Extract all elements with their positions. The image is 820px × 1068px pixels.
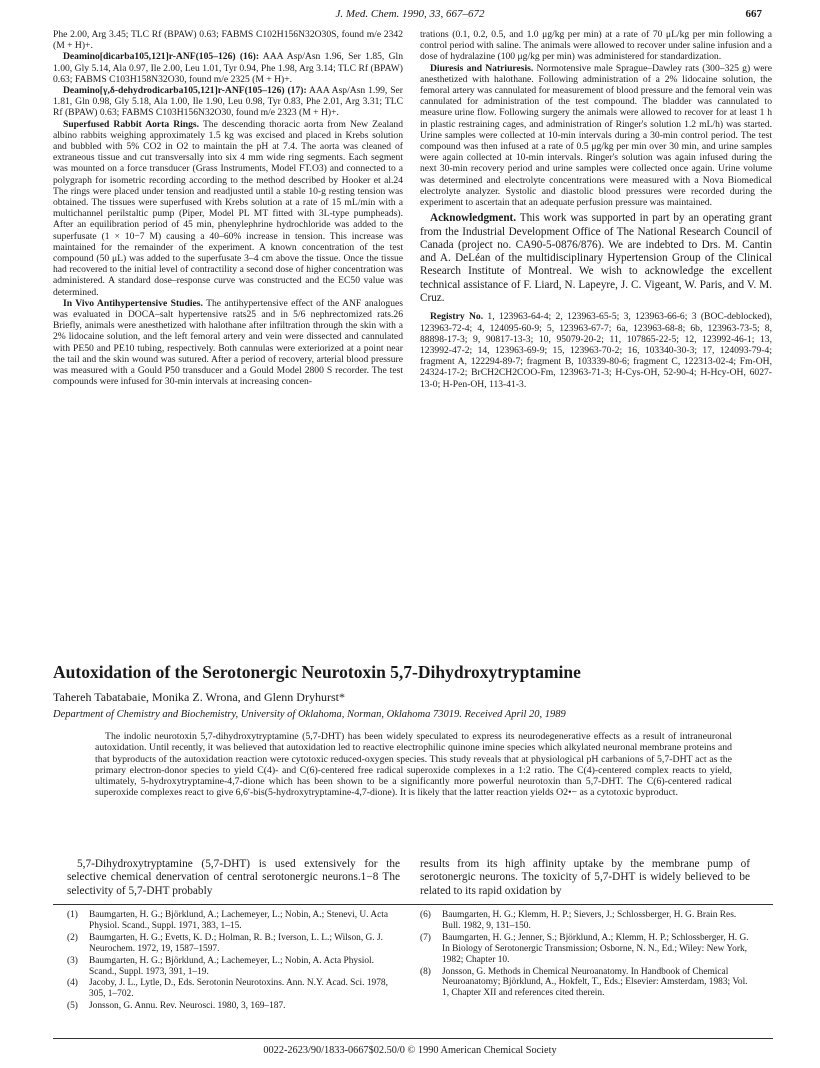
copyright-footer: 0022-2623/90/1833-0667$02.50/0 © 1990 American Chemical Society	[263, 1045, 557, 1056]
reference-number: (6)	[420, 910, 431, 920]
intro-right-text: results from its high affinity uptake by the membrane pump of serotonergic neurons. The toxicity of 5,7-DHT is widely believed to be related to its rapid oxidation by	[420, 858, 750, 897]
references-right	[420, 910, 750, 1000]
diuresis-paragraph	[420, 63, 772, 209]
journal-header: J. Med. Chem. 1990, 33, 667–672	[335, 8, 485, 20]
reference-text: Jonsson, G. Annu. Rev. Neurosci. 1980, 3, 169–187.	[89, 1001, 286, 1012]
intro-right-column	[420, 858, 750, 898]
registry-text: 1, 123963-64-4; 2, 123963-65-5; 3, 123963-66-6; 3 (BOC-deblocked), 123963-72-4; 4, 124095-60-9; 5, 123963-67-7; 6a, 123963-68-8; 6b, 123963-73-5; 8, 88898-17-3; 9, 90817-13-3; 10, 95079-20-2; 11, 107865-22-5; 12, 123992-46-1; 13, 123992-47-2; 14, 123963-69-9; 15, 123963-70-2; 16, 103340-30-3; 17, 124093-79-4; fragment A, 122294-89-7; fragment B, 103339-80-6; fragment C, 122313-02-4; Fm-OH, 24324-17-2; BrCH2CH2COO-Fm, 123963-71-3; H-Cys-OH, 52-90-4; H-Hcy-OH, 6027-13-0; H-Pen-OH, 113-41-3.	[420, 311, 772, 390]
reference-item	[67, 1001, 400, 1012]
abstract	[95, 731, 732, 799]
reference-item	[420, 933, 750, 966]
article-authors: Tahereh Tabatabaie, Monika Z. Wrona, and Glenn Dryhurst*	[53, 690, 345, 704]
intro-left-text: 5,7-Dihydroxytryptamine (5,7-DHT) is used extensively for the selective chemical denervation of central serotonergic neurons.1−8 The selectivity of 5,7-DHT probably	[67, 858, 400, 897]
diuresis-heading: Diuresis and Natriuresis.	[430, 62, 534, 74]
compound-16-label: Deamino[dicarba105,121]r-ANF(105–126) (16):	[63, 51, 260, 63]
in-vivo-text: The antihypertensive effect of the ANF analogues was evaluated in DOCA–salt hypertensive rats25 and in 5/6 nephrectomized rats.26 Briefly, animals were anesthetized with halothane after infiltration through the skin with a 2% lidocaine solution, and the left femoral artery and vein were dissected and cannulated with PE50 and PE10 tubing, respectively. Both cannulas were exteriorized at a point near the tail and the skin wound was sutured. After a period of recovery, arterial blood pressure was measured with a Gould P50 transducer and a Gould Model 2800 S recorder. The test compounds were infused for 30-min intervals at increasing concen-	[53, 297, 403, 388]
diuresis-text: Normotensive male Sprague–Dawley rats (300–325 g) were anesthetized with halothane. Following administration of a 2% lidocaine solution, the femoral artery was cannulated for measurement of blood pressure and the femoral vein was cannulated for administration of the test compound. The bladder was cannulated to measure urine flow. Following surgery the animals were allowed to recover for at least 1 h in plastic restraining cages, and administration of Ringer's solution 1.2 mL/h) was started. Urine samples were collected at 10-min intervals during a 30-min control period. The test compound was then infused at a rate of 0.5 μg/kg per min over 30 min, and urine samples were again collected at 10-min intervals. Ringer's solution was again infused during the next 30-min recovery period and urine samples were collected once again. Urine volume was determined and electrolyte concentrations were measured with a Nova Biomedical electrolyte analyzer. Systolic and diastolic blood pressures were recorded during the experiment to ascertain that an adequate perfusion pressure was maintained.	[420, 62, 772, 209]
reference-item	[420, 967, 750, 1000]
reference-item	[67, 933, 400, 955]
reference-number: (8)	[420, 966, 431, 977]
reference-text: Baumgarten, H. G.; Klemm, H. P.; Sievers, J.; Schlossberger, H. G. Brain Res. Bull. 1982, 9, 131–150.	[442, 910, 737, 931]
aorta-rings-text: The descending thoracic aorta from New Zealand albino rabbits weighing approximately 1.5 kg was excised and placed in Krebs solution and bubbled with 5% CO2 in O2 to maintain the pH at 7.4. The aorta was cleaned of extraneous tissue and cut transversally into six 4 mm wide ring segments. Each segment was mounted on a force transducer (Grass Instruments, Model FT.O3) and connected to a polygraph for isometric recording according to the method described by Hooker et al.24 The rings were placed under tension and readjusted until a stable 10-g resting tension was obtained. The tissues were superfused with Krebs solution at a rate of 15 mL/min with a multichannel perilstaltic pump (Piper, Model PL MT fitted with 3L-type pumpheads). After an equilibration period of 45 min, phenylephrine hydrochloride was added to the superfusate (1 × 10−7 M) causing a 40–60% increase in tension. This increase was maintained for the remainder of the experiment. A known concentration of the test compound (50 μL) was added to the superfusate 3–4 cm above the tissue. Once the tissue had recovered to the initial level of contractility a second dose of higher concentration was administered. A standard dose–response curve was constructed and the EC50 value was determined.	[53, 118, 403, 298]
reference-item	[67, 910, 400, 932]
references-left	[67, 910, 400, 1013]
references-divider	[53, 904, 773, 905]
reference-item	[67, 978, 400, 1000]
abstract-text: The indolic neurotoxin 5,7-dihydroxytryptamine (5,7-DHT) has been widely speculated to express its neurodegenerative effects as a result of intraneuronal autoxidation. Until recently, it was believed that autoxidation led to reactive electrophilic quinone imine species which alkylated neuronal membrane proteins and that byproducts of the autoxidation reaction were cytotoxic reduced-oxygen species. This study reveals that at physiological pH carbanions of 5,7-DHT act as the primary electron-donor species to yield C(4)- and C(6)-centered free radical superoxide complexes in a 1:2 ratio. The C(4)-centered complex reacts to yield, ultimately, 5-hydroxytryptamine-4,7-dione which has been shown to be a significantly more powerful neurotoxin than 5,7-DHT. The C(6)-centered radical superoxide complexes react to give 6,6′-bis(5-hydroxytryptamine-4,7-dione). It is likely that the latter reaction yields O2•− as a cytotoxic byproduct.	[95, 731, 732, 799]
registry-heading: Registry No.	[430, 311, 484, 323]
in-vivo-paragraph	[53, 298, 403, 388]
aorta-rings-paragraph	[53, 119, 403, 298]
intro-left-column	[67, 858, 400, 898]
in-vivo-heading: In Vivo Antihypertensive Studies.	[63, 297, 203, 309]
left-column	[53, 29, 403, 388]
reference-text: Baumgarten, H. G.; Björklund, A.; Lachemeyer, L.; Nobin, A.; Stenevi, U. Acta Physiol. Scand., Suppl. 1971, 383, 1–15.	[89, 910, 389, 931]
infusion-paragraph: trations (0.1, 0.2, 0.5, and 1.0 μg/kg per min) at a rate of 70 μL/kg per min following a control period with saline. The animals were allowed to recover under saline infusion and a dose of hydralazine (100 μg/kg per min) was administered for standardization.	[420, 29, 772, 63]
reference-text: Jacoby, J. L., Lytle, D., Eds. Serotonin Neurotoxins. Ann. N.Y. Acad. Sci. 1978, 305, 1–702.	[89, 978, 388, 1000]
acknowledgment-text: This work was supported in part by an operating grant from the Industrial Development Office of The National Research Council of Canada (project no. CA90-5-0876/876). We are indebted to Drs. M. Cantin and A. DeLéan of the multidisciplinary Hypertension Group of the Clinical Research Institute of Montreal. We wish to acknowledge the excellent technical assistance of F. Liard, N. Lapeyre, J. C. Vigeant, W. Paris, and V. M. Cruz.	[420, 212, 772, 305]
compound-17-text: AAA Asp/Asn 1.99, Ser 1.81, Gln 0.98, Gly 5.18, Ala 1.00, Ile 1.90, Leu 0.98, Tyr 0.83, Phe 2.01, Arg 3.31; TLC Rf (BPAW) 0.63; FABMS C103H156N32O30, found m/e 2323 (M + H)+.	[53, 85, 403, 119]
article-affiliation: Department of Chemistry and Biochemistry, University of Oklahoma, Norman, Oklahoma 73019. Received April 20, 1989	[53, 709, 566, 720]
reference-number: (4)	[67, 978, 78, 989]
reference-number: (7)	[420, 932, 431, 943]
article-title: Autoxidation of the Serotonergic Neurotoxin 5,7-Dihydroxytryptamine	[53, 662, 581, 682]
aorta-rings-heading: Superfused Rabbit Aorta Rings.	[63, 118, 200, 130]
registry-paragraph	[420, 311, 772, 389]
reference-text: Baumgarten, H. G.; Björklund, A.; Lachemeyer, L.; Nobin, A. Acta Physiol. Scand., Suppl. 1973, 391, 1–19.	[89, 955, 374, 977]
reference-text: Baumgarten, H. G.; Jenner, S.; Björklund, A.; Klemm, H. P.; Schlossberger, H. G. In Biology of Serotonergic Transmission; Osborne, N. N., Ed.; Wiley: New York, 1982; Chapter 10.	[442, 932, 749, 965]
right-column	[420, 29, 772, 390]
footer-divider	[53, 1038, 773, 1039]
acknowledgment-heading: Acknowledgment.	[430, 212, 517, 225]
reference-number: (1)	[67, 910, 78, 920]
fabms-paragraph: Phe 2.00, Arg 3.45; TLC Rf (BPAW) 0.63; FABMS C102H156N32O30S, found m/e 2342 (M + H)+.	[53, 29, 403, 52]
page-number: 667	[745, 8, 762, 20]
compound-17-paragraph	[53, 85, 403, 119]
compound-16-paragraph	[53, 51, 403, 85]
reference-text: Baumgarten, H. G.; Evetts, K. D.; Holman, R. B.; Iverson, L. L.; Wilson, G. J. Neurochem. 1972, 19, 1587–1597.	[89, 932, 383, 954]
reference-number: (3)	[67, 955, 78, 966]
reference-text: Jonsson, G. Methods in Chemical Neuroanatomy. In Handbook of Chemical Neuroanatomy; Björklund, A., Hokfelt, T., Eds.; Elsevier: Amsterdam, 1983; Vol. 1, Chapter XII and references cited therein.	[442, 966, 748, 999]
acknowledgment-paragraph	[420, 212, 772, 305]
reference-item	[67, 956, 400, 978]
reference-item	[420, 910, 750, 932]
compound-17-label: Deamino[γ,δ-dehydrodicarba105,121]r-ANF(105–126) (17):	[63, 85, 307, 97]
compound-16-text: AAA Asp/Asn 1.96, Ser 1.85, Gln 1.00, Gly 5.14, Ala 0.97, Ile 2.00, Leu 1.01, Tyr 0.94, Phe 1.98, Arg 3.14; TLC Rf (BPAW) 0.63; FABMS C103H158N32O30, found m/e 2325 (M + H)+.	[53, 51, 403, 85]
reference-number: (5)	[67, 1001, 78, 1012]
reference-number: (2)	[67, 932, 78, 943]
